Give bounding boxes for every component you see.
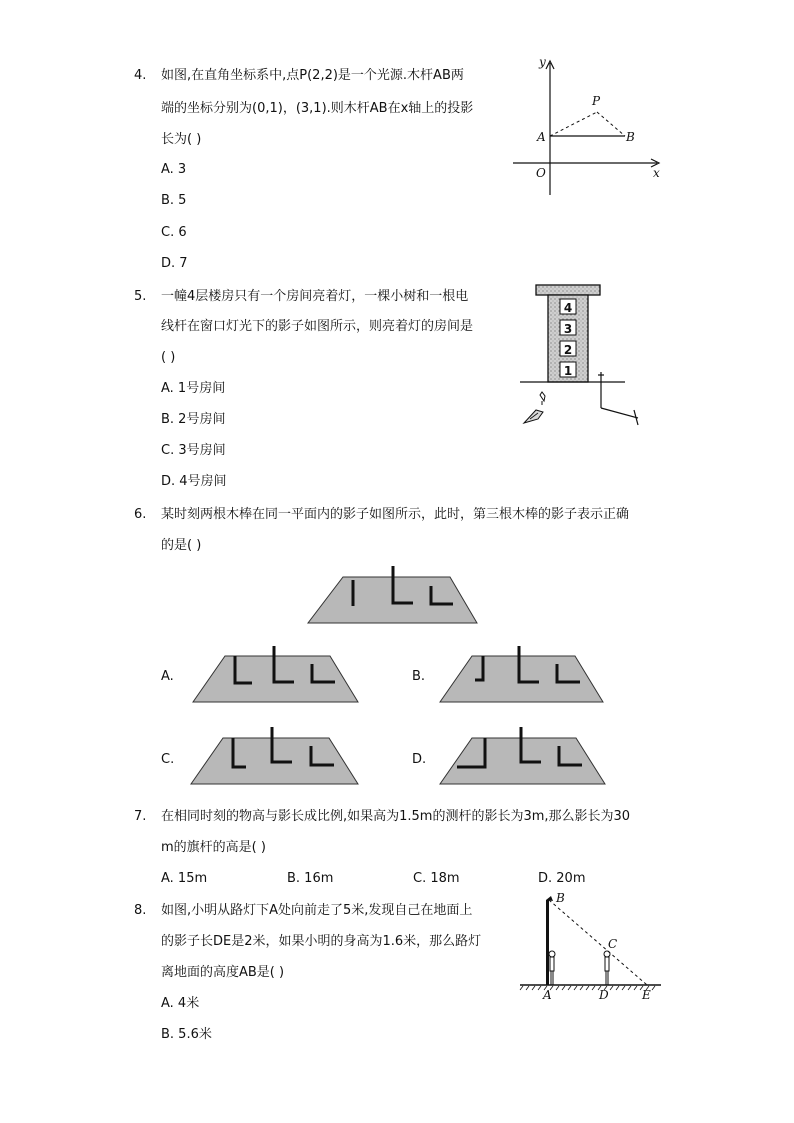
question-text-line: 一幢4层楼房只有一个房间亮着灯，一棵小树和一根电 [161,289,469,304]
option-c[interactable]: C. [161,752,175,767]
question-text-line: m的旗杆的高是( ) [161,840,266,855]
option-c[interactable]: C. 18m [413,871,460,886]
option-a[interactable]: A. 15m [161,871,208,886]
question-number: 8. [134,903,147,918]
room-4-label: 4 [563,301,573,315]
question-text-line: 离地面的高度AB是( ) [161,965,285,980]
option-d[interactable]: D. 7 [161,256,188,271]
label-b: B [556,891,565,905]
option-c[interactable]: C. 3号房间 [161,443,226,458]
option-a[interactable]: A. 4米 [161,996,200,1011]
question-text-line: 某时刻两根木棒在同一平面内的影子如图所示，此时，第三根木棒的影子表示正确 [161,507,630,522]
option-a[interactable]: A. [161,669,174,684]
option-c[interactable]: C. 6 [161,225,187,240]
room-3-label: 3 [563,322,573,336]
option-c-figure[interactable] [188,722,362,787]
label-d: D [599,988,609,1002]
question-text-line: 在相同时刻的物高与影长成比例,如果高为1.5m的测杆的影长为3m,那么影长为30 [161,809,631,824]
label-y: y [539,55,546,69]
question-number: 4. [134,68,147,83]
option-b-figure[interactable] [437,642,607,705]
option-a[interactable]: A. 3 [161,162,187,177]
question-text-line: 的是( ) [161,538,202,553]
option-d-figure[interactable] [437,722,609,787]
option-b[interactable]: B. 16m [287,871,334,886]
stick-shadow-main-figure [305,562,480,627]
label-c: C [608,937,618,951]
building-figure [510,282,655,430]
label-b: B [626,130,635,144]
streetlight-figure [515,890,665,1002]
coordinate-figure [505,55,665,200]
option-a-figure[interactable] [190,642,362,705]
question-number: 7. [134,809,147,824]
room-2-label: 2 [563,343,573,357]
label-x: x [653,166,660,180]
question-text-line: 如图,小明从路灯下A处向前走了5米,发现自己在地面上 [161,903,473,918]
question-text-line: 线杆在窗口灯光下的影子如图所示，则亮着灯的房间是 [161,319,474,334]
option-b[interactable]: B. 2号房间 [161,412,226,427]
question-text-line: ( ) [161,350,176,365]
label-p: P [592,94,601,108]
option-d[interactable]: D. [412,752,427,767]
question-number: 5. [134,289,147,304]
question-text-line: 长为( ) [161,132,202,147]
label-o: O [536,166,546,180]
label-e: E [642,988,651,1002]
option-d[interactable]: D. 4号房间 [161,474,227,489]
question-number: 6. [134,507,147,522]
label-a: A [543,988,552,1002]
question-text-line: 端的坐标分别为(0,1)，(3,1).则木杆AB在x轴上的投影 [161,101,474,116]
room-1-label: 1 [563,364,573,378]
option-b[interactable]: B. 5 [161,193,187,208]
label-a: A [537,130,546,144]
option-b[interactable]: B. [412,669,426,684]
question-text-line: 如图,在直角坐标系中,点P(2,2)是一个光源.木杆AB两 [161,68,464,83]
option-b[interactable]: B. 5.6米 [161,1027,212,1042]
option-a[interactable]: A. 1号房间 [161,381,226,396]
question-text-line: 的影子长DE是2米，如果小明的身高为1.6米，那么路灯 [161,934,482,949]
option-d[interactable]: D. 20m [538,871,586,886]
